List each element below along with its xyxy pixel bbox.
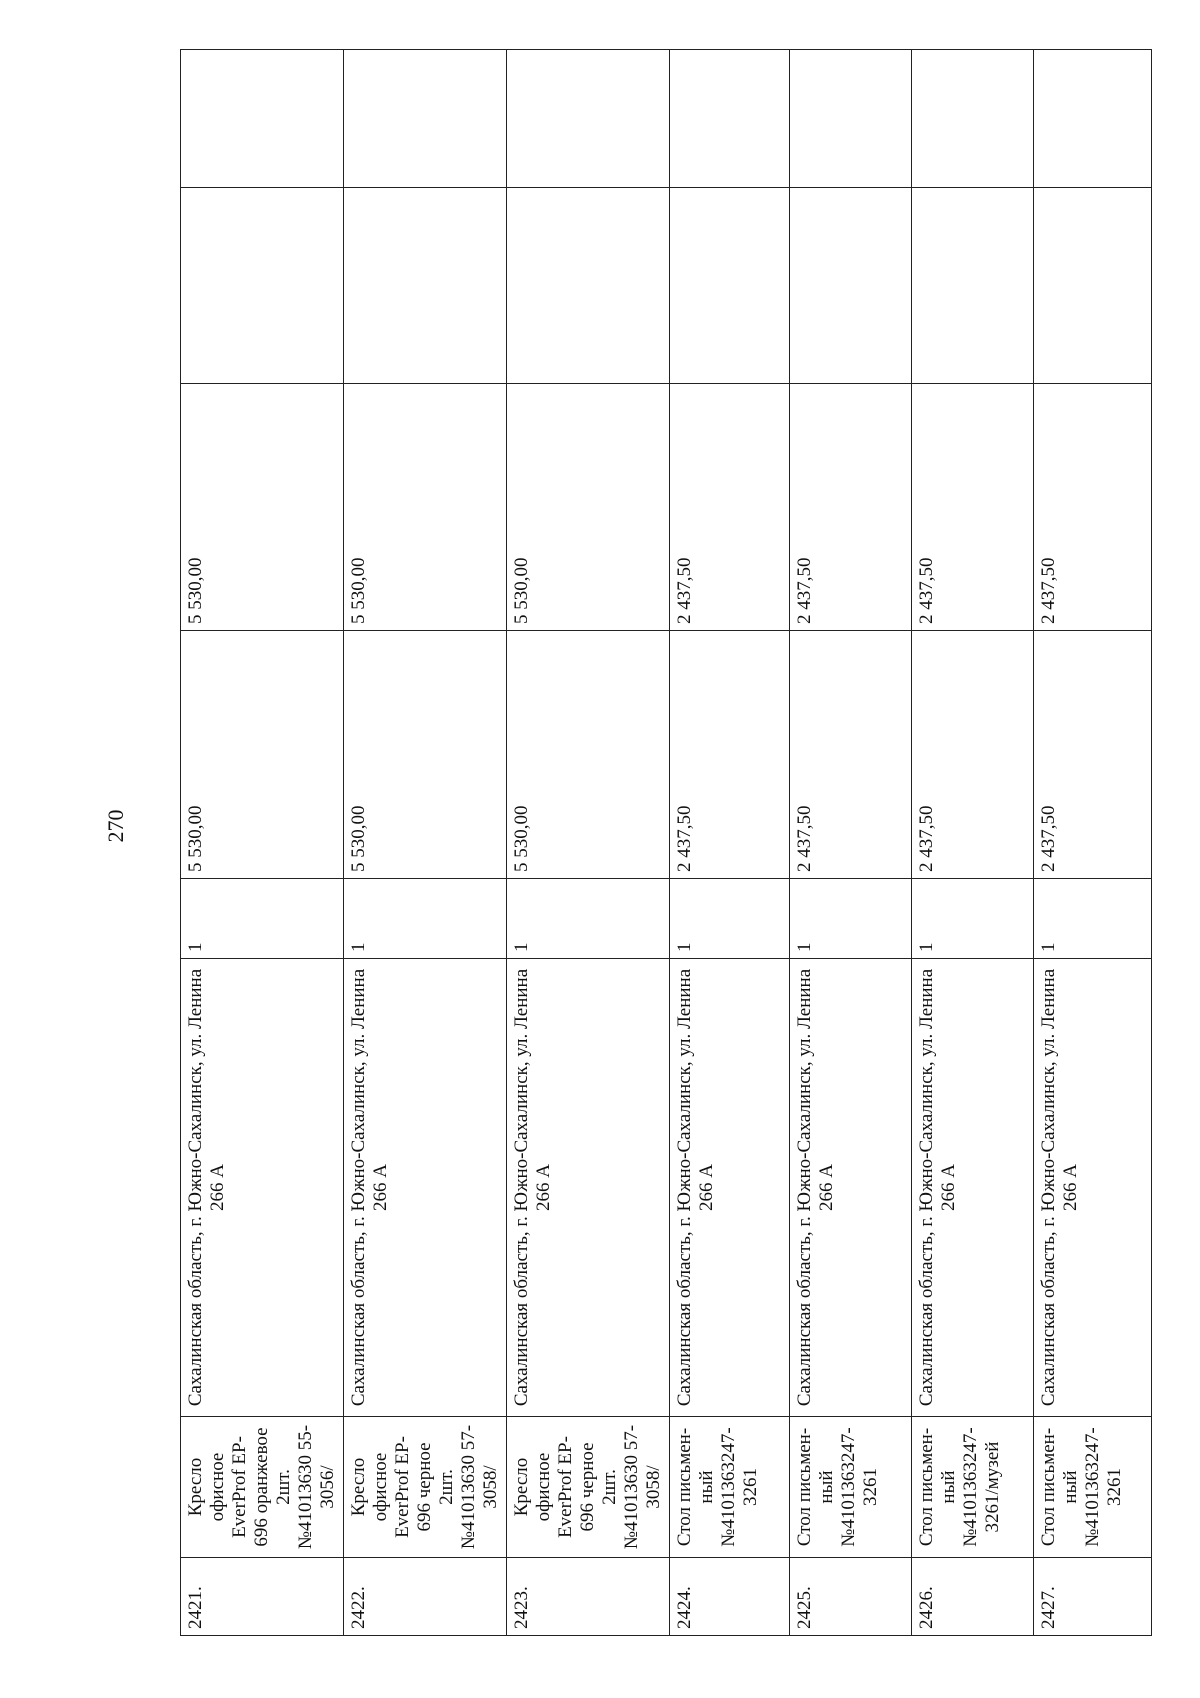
inventory-table-wrapper — [180, 50, 1135, 1636]
empty-cell — [670, 50, 790, 188]
item-value: 5 530,00 — [344, 631, 507, 879]
table-row — [670, 50, 790, 1636]
empty-cell — [912, 188, 1034, 384]
item-address: Сахалинская область, г. Южно-Сахалинск, ул. Ленина 266 А — [1034, 959, 1152, 1417]
item-value: 5 530,00 — [507, 631, 670, 879]
row-number: 2427. — [1034, 1558, 1152, 1636]
row-number: 2425. — [790, 1558, 912, 1636]
item-value: 2 437,50 — [790, 631, 912, 879]
row-number: 2426. — [912, 1558, 1034, 1636]
inventory-table — [180, 49, 1152, 1636]
empty-cell — [912, 50, 1034, 188]
empty-cell — [181, 50, 344, 188]
item-name: Кресло офисное EverProf EP-696 оранжевое 2шт.№41013630 55-3056/ — [181, 1417, 344, 1558]
item-value-residual: 5 530,00 — [344, 384, 507, 631]
item-value: 2 437,50 — [670, 631, 790, 879]
empty-cell — [344, 50, 507, 188]
item-name: Кресло офисное EverProf EP-696 черное 2шт.№41013630 57-3058/ — [507, 1417, 670, 1558]
item-address: Сахалинская область, г. Южно-Сахалинск, ул. Ленина 266 А — [670, 959, 790, 1417]
table-row — [181, 50, 344, 1636]
empty-cell — [1034, 188, 1152, 384]
item-address: Сахалинская область, г. Южно-Сахалинск, ул. Ленина 266 А — [181, 959, 344, 1417]
item-quantity: 1 — [1034, 879, 1152, 959]
item-name: Стол письмен-ный №4101363247-3261 — [790, 1417, 912, 1558]
item-quantity: 1 — [670, 879, 790, 959]
page-number: 270 — [103, 809, 128, 843]
item-name: Кресло офисное EverProf EP-696 черное 2шт.№41013630 57-3058/ — [344, 1417, 507, 1558]
table-row — [1034, 50, 1152, 1636]
item-quantity: 1 — [912, 879, 1034, 959]
empty-cell — [507, 188, 670, 384]
item-quantity: 1 — [790, 879, 912, 959]
item-quantity: 1 — [181, 879, 344, 959]
row-number: 2423. — [507, 1558, 670, 1636]
row-number: 2424. — [670, 1558, 790, 1636]
item-address: Сахалинская область, г. Южно-Сахалинск, ул. Ленина 266 А — [912, 959, 1034, 1417]
empty-cell — [790, 50, 912, 188]
item-address: Сахалинская область, г. Южно-Сахалинск, ул. Ленина 266 А — [790, 959, 912, 1417]
empty-cell — [507, 50, 670, 188]
item-value: 2 437,50 — [912, 631, 1034, 879]
table-row — [507, 50, 670, 1636]
item-address: Сахалинская область, г. Южно-Сахалинск, ул. Ленина 266 А — [507, 959, 670, 1417]
table-row — [344, 50, 507, 1636]
item-value-residual: 2 437,50 — [912, 384, 1034, 631]
item-value-residual: 5 530,00 — [181, 384, 344, 631]
table-row — [912, 50, 1034, 1636]
row-number: 2422. — [344, 1558, 507, 1636]
table-row — [790, 50, 912, 1636]
item-value: 5 530,00 — [181, 631, 344, 879]
item-quantity: 1 — [507, 879, 670, 959]
item-name: Стол письмен-ный №4101363247-3261 — [1034, 1417, 1152, 1558]
empty-cell — [670, 188, 790, 384]
item-value-residual: 2 437,50 — [670, 384, 790, 631]
item-value-residual: 2 437,50 — [790, 384, 912, 631]
item-name: Стол письмен-ный №4101363247-3261 — [670, 1417, 790, 1558]
item-address: Сахалинская область, г. Южно-Сахалинск, ул. Ленина 266 А — [344, 959, 507, 1417]
item-value-residual: 2 437,50 — [1034, 384, 1152, 631]
empty-cell — [790, 188, 912, 384]
empty-cell — [181, 188, 344, 384]
item-value: 2 437,50 — [1034, 631, 1152, 879]
item-value-residual: 5 530,00 — [507, 384, 670, 631]
empty-cell — [344, 188, 507, 384]
row-number: 2421. — [181, 1558, 344, 1636]
item-quantity: 1 — [344, 879, 507, 959]
empty-cell — [1034, 50, 1152, 188]
item-name: Стол письмен-ный №4101363247-3261/музей — [912, 1417, 1034, 1558]
